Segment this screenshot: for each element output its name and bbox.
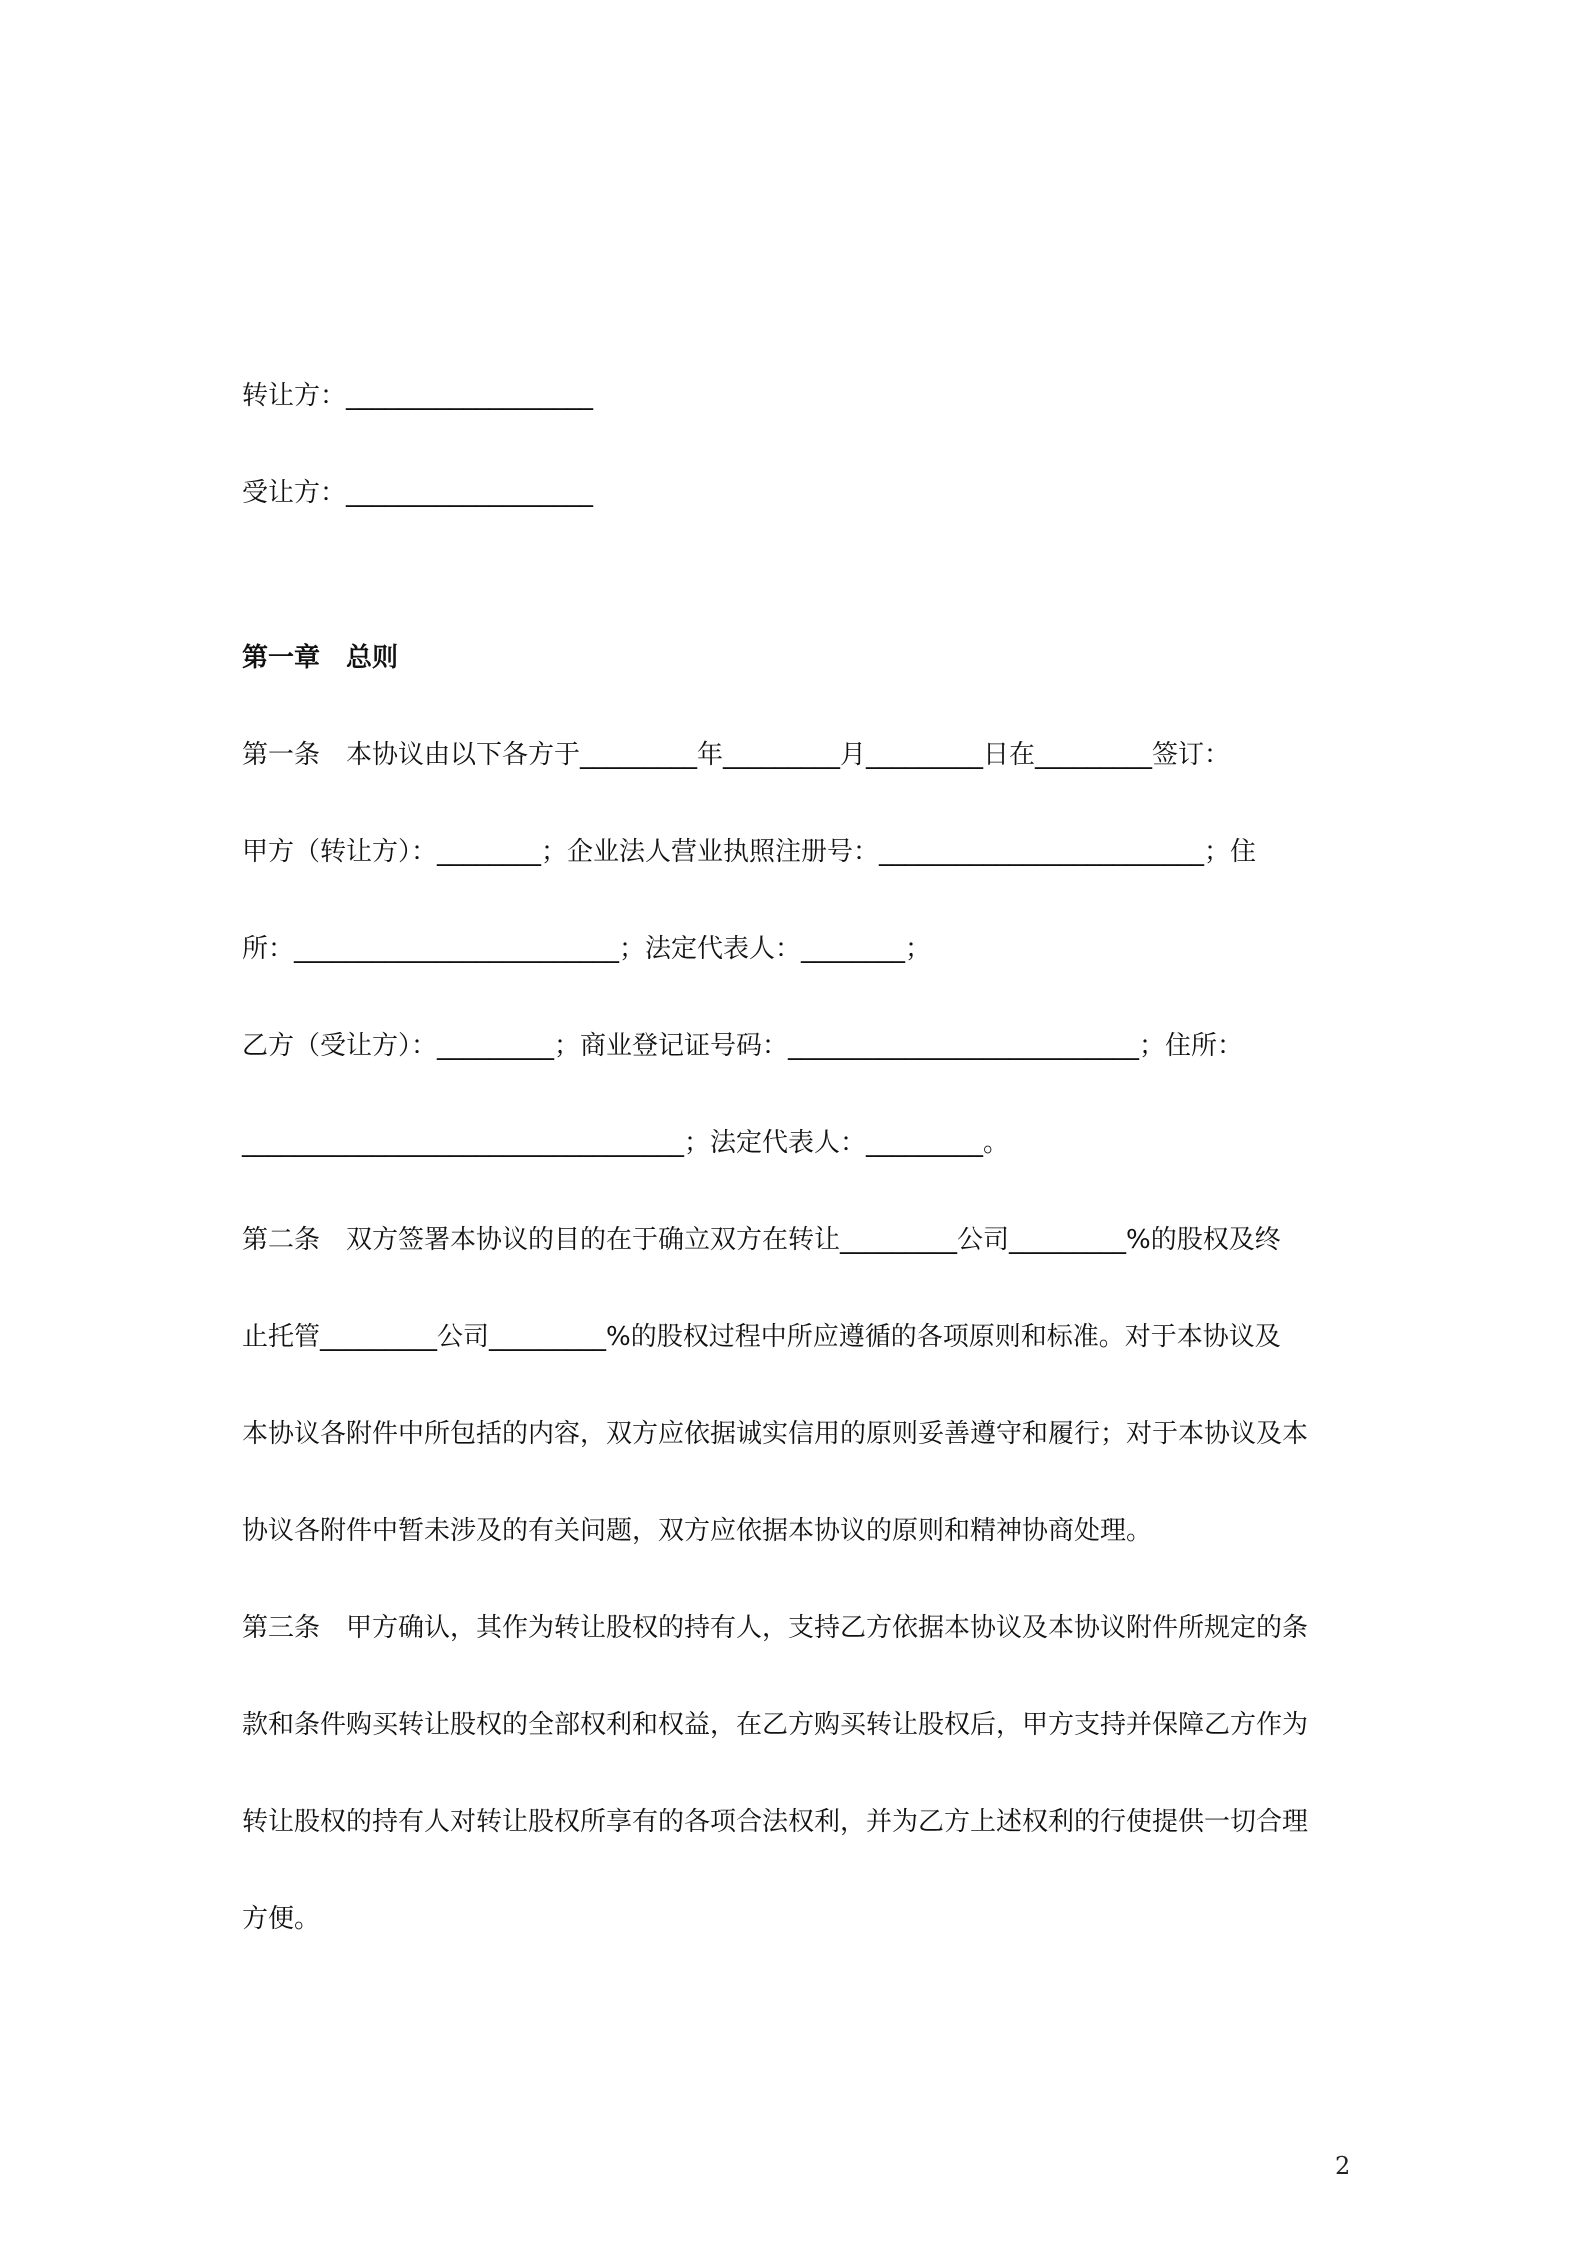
article-3-line-1: 第三条 甲方确认，其作为转让股权的持有人，支持乙方依据本协议及本协议附件所规定的条 (242, 1613, 1309, 1643)
article-2-line-1: 第二条 双方签署本协议的目的在于确立双方在转让_________公司_________%的股权及终 (242, 1225, 1281, 1255)
article-3-line-2: 款和条件购买转让股权的全部权利和权益，在乙方购买转让股权后，甲方支持并保障乙方作为 (242, 1710, 1309, 1740)
page-number: 2 (1335, 2152, 1351, 2180)
chapter-heading: 第一章 总则 (242, 643, 399, 673)
article-1-line-5: __________________________________；法定代表人：_________。 (242, 1128, 1010, 1158)
transferee-line: 受让方：___________________ (242, 478, 594, 508)
transferor-line: 转让方：___________________ (242, 381, 594, 411)
article-3-line-3: 转让股权的持有人对转让股权所享有的各项合法权利，并为乙方上述权利的行使提供一切合理 (242, 1807, 1309, 1837)
article-1-line-3: 所：_________________________；法定代表人：________； (242, 934, 932, 964)
article-1-line-1: 第一条 本协议由以下各方于_________年_________月_________日在_________签订： (242, 740, 1231, 770)
article-2-line-4: 协议各附件中暂未涉及的有关问题，双方应依据本协议的原则和精神协商处理。 (242, 1516, 1153, 1546)
article-2-line-2: 止托管_________公司_________%的股权过程中所应遵循的各项原则和标准。对于本协议及 (242, 1322, 1281, 1352)
article-1-line-2: 甲方（转让方）：________；企业法人营业执照注册号：_________________________；住 (242, 837, 1257, 867)
article-2-line-3: 本协议各附件中所包括的内容，双方应依据诚实信用的原则妥善遵守和履行；对于本协议及本 (242, 1419, 1309, 1449)
article-3-line-4: 方便。 (242, 1904, 321, 1934)
article-1-line-4: 乙方（受让方）：_________；商业登记证号码：___________________________；住所： (242, 1031, 1244, 1061)
